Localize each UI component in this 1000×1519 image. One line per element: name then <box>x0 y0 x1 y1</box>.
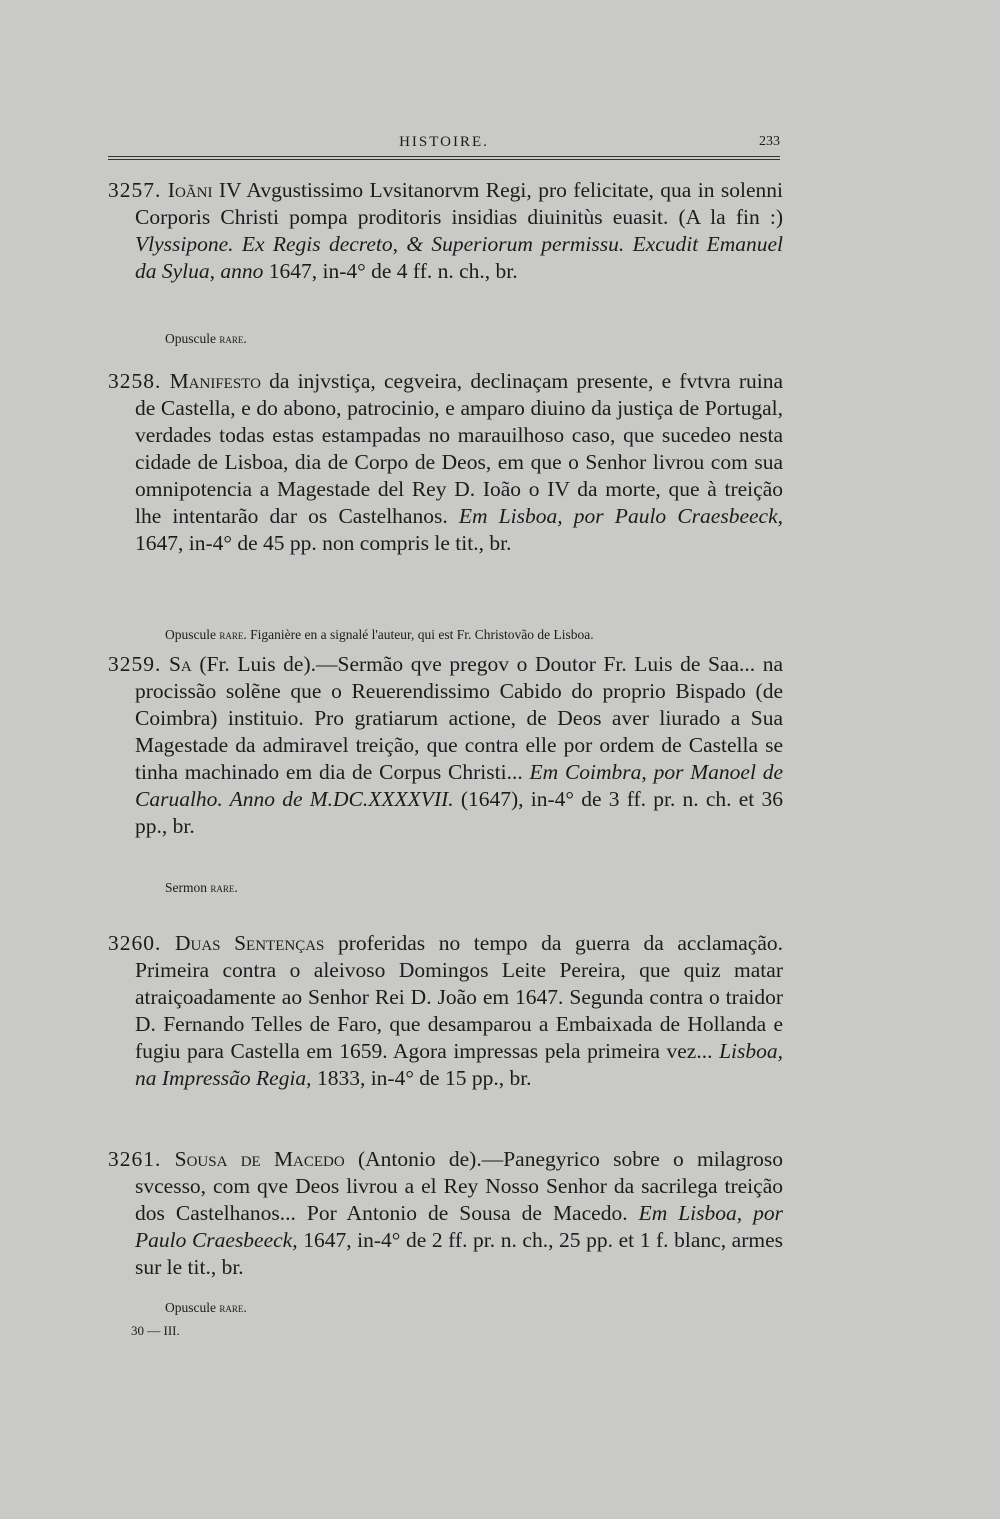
entry-text: IV Avgustissimo Lvsitanorvm Regi, pro felicitate, qua in solenni Corporis Christi pompa proditoris insidias diuinitùs euasit. (A la fin :) <box>135 178 783 229</box>
note-rare: rare <box>219 1301 244 1315</box>
note-rare: rare <box>219 332 244 346</box>
printer-signature: 30 — III. <box>131 1323 180 1338</box>
note-tail: . <box>243 331 247 346</box>
note-text: Opuscule <box>165 1300 220 1315</box>
header-rule <box>108 159 780 160</box>
entry-note <box>165 1300 785 1316</box>
entry-imprint: Lisboa, na Impressão Regia, <box>135 1039 783 1090</box>
catalog-entry-3260 <box>108 930 783 1092</box>
running-header <box>108 132 780 162</box>
page-number: 233 <box>759 134 780 149</box>
entry-lead: Ioãni <box>167 178 213 202</box>
entry-text: proferidas no tempo da guerra da acclamação. Primeira contra o aleivoso Domingos Leite Pereira, que quiz matar atraiçoadamente ao Senhor Rei D. João em 1647. Segunda contra o traidor D. Fernando Telles de Faro, que desamparou a Embaixada de Hollanda e fugiu para Castella em 1659. Agora impressas pela primeira vez... <box>135 931 784 1063</box>
note-text: Sermon <box>165 880 211 895</box>
entry-lead: Manifesto <box>169 369 261 393</box>
note-tail: . <box>234 880 238 895</box>
entry-number: 3257. <box>108 178 162 202</box>
entry-lead: Sousa de Macedo <box>174 1147 345 1171</box>
entry-note <box>165 627 785 643</box>
note-text: Opuscule <box>165 331 220 346</box>
note-rare: rare <box>219 628 244 642</box>
entry-collation: 1647, in-4° de 2 ff. pr. n. ch., 25 pp. et 1 f. blanc, armes sur le tit., br. <box>135 1228 783 1279</box>
entry-collation: 1833, in-4° de 15 pp., br. <box>311 1066 532 1090</box>
entry-collation: 1647, in-4° de 4 ff. n. ch., br. <box>263 259 518 283</box>
entry-number: 3258. <box>108 369 162 393</box>
entry-note <box>165 880 785 896</box>
note-rare: rare <box>210 881 235 895</box>
entry-collation: 1647, in-4° de 45 pp. non compris le tit., br. <box>135 531 512 555</box>
entry-lead: Sa <box>168 652 192 676</box>
entry-imprint: Em Lisboa, por Paulo Craesbeeck, <box>458 504 783 528</box>
entry-lead: Duas Sentenças <box>174 931 325 955</box>
catalog-entry-3261 <box>108 1146 783 1281</box>
catalog-entry-3257 <box>108 177 783 285</box>
entry-number: 3261. <box>108 1147 162 1171</box>
catalog-entry-3258 <box>108 368 783 557</box>
entry-number: 3260. <box>108 931 162 955</box>
entry-text: da injvstiça, cegveira, declinaçam presente, e fvtvra ruina de Castella, e do abono, patrocinio, e amparo diuino da justiça de Portugal, verdades todas estas estampadas no marauilhoso caso, que sucedeo nesta cidade de Lisboa, dia de Corpo de Deos, em que o Senhor livrou com sua omnipotencia a Magestade del Rey D. Ioão o IV da morte, que à treição lhe intentarão dar os Castelhanos. <box>135 369 783 528</box>
note-tail: . <box>243 1300 247 1315</box>
entry-imprint: Em Lisboa, por Paulo Craesbeeck, <box>135 1201 783 1252</box>
header-title: HISTOIRE. <box>399 134 489 150</box>
entry-note <box>165 331 785 347</box>
catalog-entry-3259 <box>108 651 783 840</box>
entry-imprint: Em Coimbra, por Manoel de Carualho. Anno de M.DC.XXXXVII. <box>135 760 784 811</box>
note-tail: . Figanière en a signalé l'auteur, qui est Fr. Christovão de Lisboa. <box>243 627 594 642</box>
entry-collation: (1647), in-4° de 3 ff. pr. n. ch. et 36 pp., br. <box>135 787 783 838</box>
note-text: Opuscule <box>165 627 220 642</box>
header-rule <box>108 156 780 157</box>
entry-text: (Antonio de).—Panegyrico sobre o milagroso svcesso, com qve Deos livrou a el Rey Nosso Senhor da sacrilega treição dos Castelhanos... Por Antonio de Sousa de Macedo. <box>135 1147 784 1225</box>
entry-imprint: Vlyssipone. Ex Regis decreto, & Superiorum permissu. Excudit Emanuel da Sylua, anno <box>135 232 783 283</box>
entry-text: (Fr. Luis de).—Sermão qve pregov o Doutor Fr. Luis de Saa... na procissão solẽne que o Reuerendissimo Cabido do proprio Bispado (de Coimbra) instituio. Pro gratiarum actione, de Deos aver liurado a Sua Magestade da admiravel treição, que contra elle por ordem de Castella se tinha machinado em dia de Corpus Christi... <box>135 652 783 784</box>
entry-number: 3259. <box>108 652 162 676</box>
